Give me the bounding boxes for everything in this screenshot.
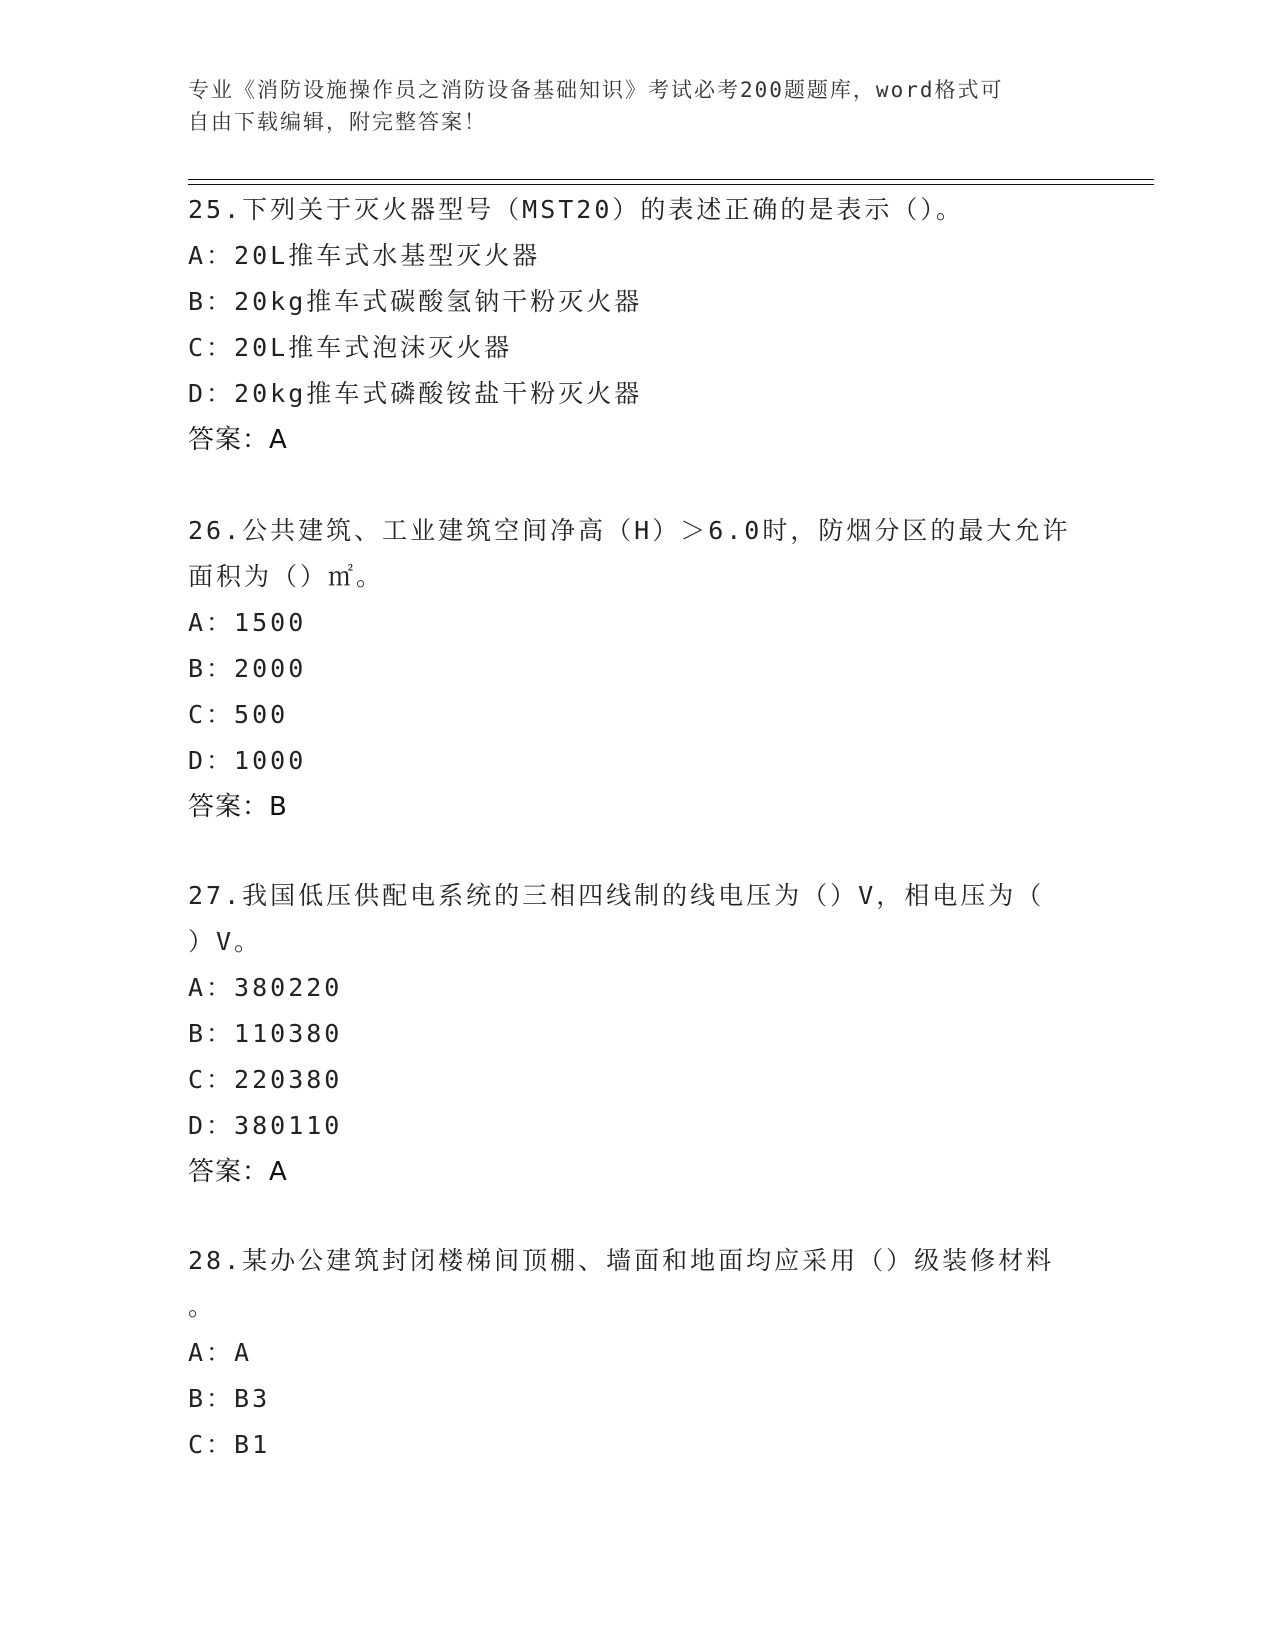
option-d: D：380110 — [188, 1111, 343, 1140]
option-d: D：20kg推车式磷酸铵盐干粉灭火器 — [188, 379, 643, 408]
option-c: C：B1 — [188, 1430, 271, 1459]
option-d: D：1000 — [188, 746, 307, 775]
question-stem: 25.下列关于灭火器型号（MST20）的表述正确的是表示（）。 — [188, 195, 964, 224]
question-28 — [188, 1238, 1088, 1468]
question-stem-continued: 。 — [188, 1292, 217, 1321]
question-stem: 27.我国低压供配电系统的三相四线制的线电压为（）V，相电压为（ — [188, 881, 1045, 910]
question-25 — [188, 187, 1088, 463]
header-divider-top — [188, 179, 1154, 180]
answer-line: 答案：B — [188, 792, 288, 822]
question-27 — [188, 873, 1088, 1195]
option-a: A：380220 — [188, 973, 343, 1002]
answer-line: 答案：A — [188, 1157, 288, 1187]
option-b: B：B3 — [188, 1384, 271, 1413]
answer-line: 答案：A — [188, 425, 288, 455]
document-header — [188, 74, 1088, 138]
option-a: A：20L推车式水基型灭火器 — [188, 241, 541, 270]
option-c: C：500 — [188, 700, 289, 729]
option-a: A：A — [188, 1338, 253, 1367]
option-b: B：2000 — [188, 654, 307, 683]
question-stem: 28.某办公建筑封闭楼梯间顶棚、墙面和地面均应采用（）级装修材料 — [188, 1246, 1055, 1275]
header-line-1: 专业《消防设施操作员之消防设备基础知识》考试必考200题题库，word格式可 — [188, 78, 1004, 102]
question-stem: 26.公共建筑、工业建筑空间净高（H）＞6.0时，防烟分区的最大允许 — [188, 516, 1071, 545]
option-b: B：110380 — [188, 1019, 343, 1048]
option-a: A：1500 — [188, 608, 307, 637]
option-c: C：20L推车式泡沫灭火器 — [188, 333, 513, 362]
question-stem-continued: ）V。 — [188, 927, 263, 956]
question-26 — [188, 508, 1088, 830]
question-stem-continued: 面积为（）㎡。 — [188, 562, 385, 591]
option-c: C：220380 — [188, 1065, 343, 1094]
header-divider-bottom — [188, 184, 1154, 185]
header-line-2: 自由下载编辑，附完整答案！ — [188, 110, 487, 134]
option-b: B：20kg推车式碳酸氢钠干粉灭火器 — [188, 287, 643, 316]
